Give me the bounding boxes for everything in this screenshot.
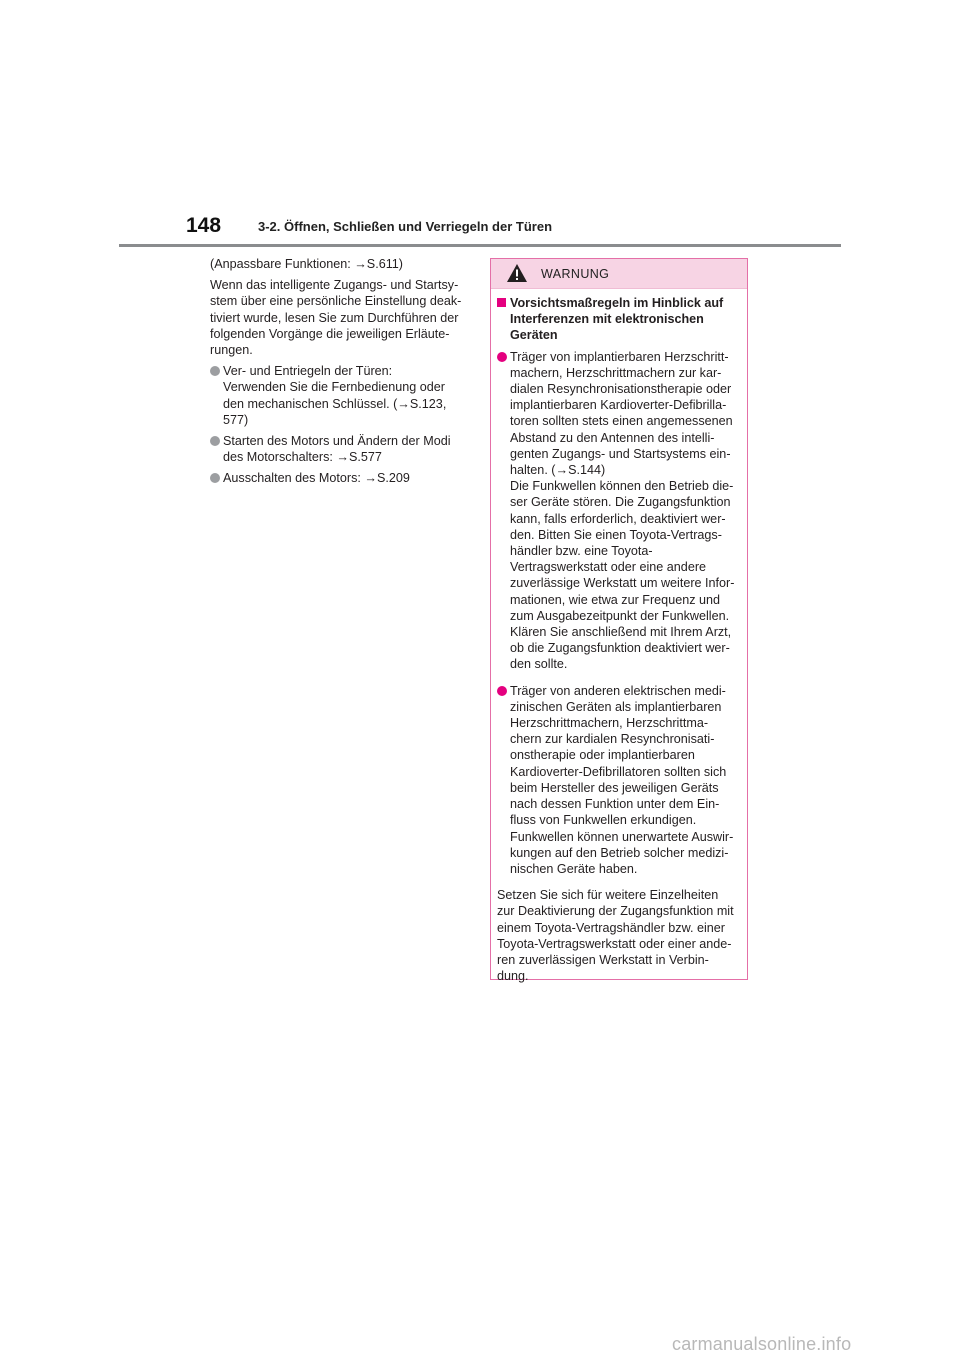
left-column	[210, 256, 468, 492]
list-item	[210, 470, 468, 486]
header-rule	[119, 244, 841, 247]
warning-triangle-icon	[506, 263, 528, 283]
gray-dot-icon	[210, 366, 220, 376]
magenta-square-icon	[497, 298, 506, 307]
warning-list-item	[497, 683, 739, 877]
list-item	[210, 433, 468, 465]
warning-subheading	[497, 295, 739, 344]
intro-paragraph: Wenn das intelligente Zugangs- und Startsy- stem über eine persönliche Einstellung deak- tiviert wurde, lesen Sie zum Durchführen der folgenden Vorgänge die jeweiligen Erläute- rungen.	[210, 278, 462, 358]
warning-list-item-text: Träger von anderen elektrischen medi- zinischen Geräten als implantierbaren Herzschrittmachern, Herzschrittma- chern zur kardialen Resynchronisati- onstherapie oder implantierbaren Kardioverter-Defibrillatoren sollten sich beim Hersteller des jeweiligen Geräts nach dessen Funktion unter dem Ein- fluss von Funkwellen erkundigen. Funkwellen können unerwartete Auswir- kungen auf den Betrieb solcher medizi- nischen Geräte haben.	[510, 683, 734, 876]
intro-reference: (Anpassbare Funktionen: →S.611)	[210, 257, 403, 271]
warning-list-item	[497, 349, 739, 673]
list-item	[210, 363, 468, 428]
watermark: carmanualsonline.info	[672, 1334, 852, 1354]
list-item-text: Ver- und Entriegeln der Türen: Verwenden Sie die Fernbedienung oder den mechanischen Schlüssel. (→S.123, 577)	[223, 364, 447, 427]
gray-dot-icon	[210, 436, 220, 446]
magenta-dot-icon	[497, 352, 507, 362]
magenta-dot-icon	[497, 686, 507, 696]
warning-body	[491, 289, 747, 984]
chapter-title: 3-2. Öffnen, Schließen und Verriegeln der Türen	[258, 219, 553, 234]
warning-subheading-text: Vorsichtsmaßregeln im Hinblick auf Interferenzen mit elektronischen Geräten	[510, 296, 724, 343]
warning-box	[490, 258, 748, 984]
list-item-text: Ausschalten des Motors: →S.209	[223, 471, 410, 486]
list-item-text: Starten des Motors und Ändern der Modi des Motorschalters: →S.577	[223, 434, 451, 465]
page-number: 148	[186, 214, 222, 237]
warning-closing-paragraph: Setzen Sie sich für weitere Einzelheiten zur Deaktivierung der Zugangsfunktion mit einem Toyota-Vertragshändler bzw. einer Toyota-Vertragswerkstatt oder einer ande- ren zuverlässigen Werkstatt in Verbin- dung.	[497, 888, 734, 984]
warning-header	[491, 259, 747, 289]
warning-list-item-text: Träger von implantierbaren Herzschritt- machern, Herzschrittmachern zur kar- dialen Resynchronisationstherapie oder implantierbaren Kardioverter-Defibrilla- toren sollten stets einen angemessenen Abstand zu den Antennen des intelli- genten Zugangs- und Startsystems ein- halten. (→S.144) Die Funkwellen können den Betrieb die- ser Geräte stören. Die Zugangsfunktion kann, falls erforderlich, deaktiviert wer- den. Bitten Sie einen Toyota-Vertrags- händler bzw. eine Toyota- Vertragswerkstatt oder eine andere zuverlässige Werkstatt um weitere Infor- mationen, wie etwa zur Frequenz und zum Ausgabezeitpunkt der Funkwellen. Klären Sie anschließend mit Ihrem Arzt, ob die Zugangsfunktion deaktiviert wer- den sollte.	[510, 349, 735, 672]
warning-title: WARNUNG	[541, 267, 610, 281]
gray-dot-icon	[210, 473, 220, 483]
